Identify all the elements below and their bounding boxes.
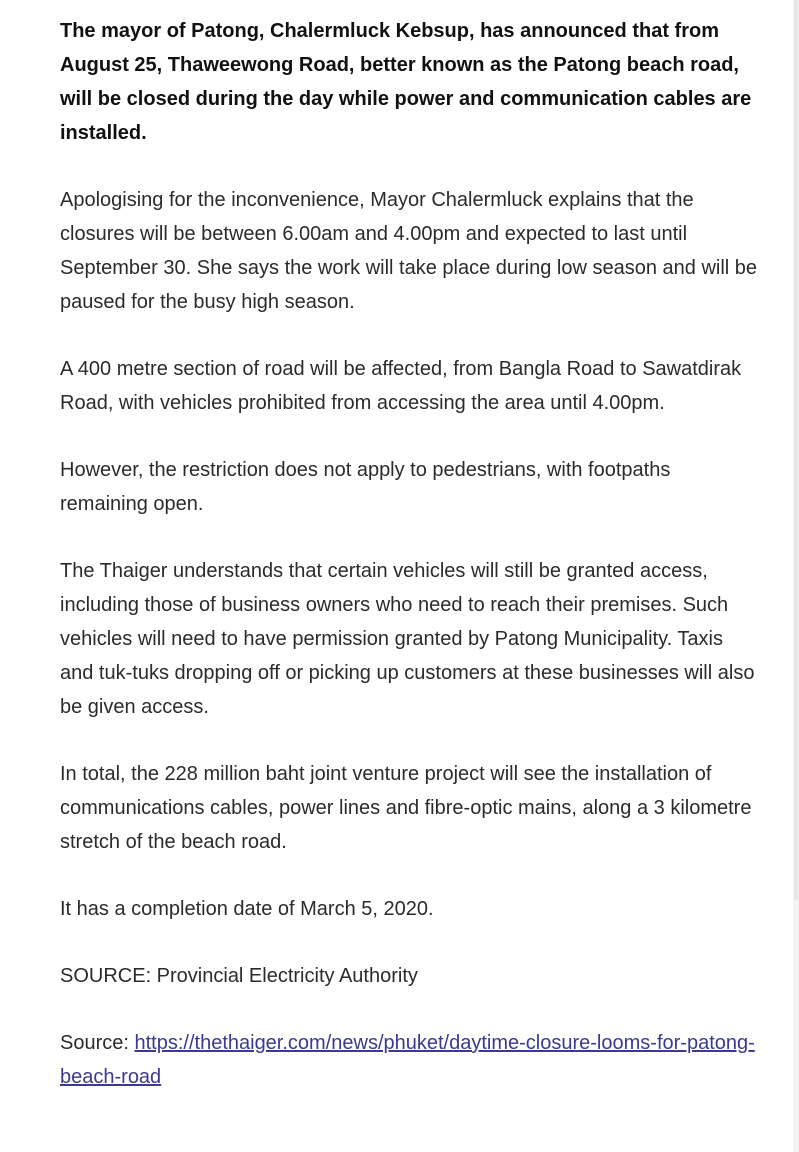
article-paragraph-completion-date: It has a completion date of March 5, 2020. [60, 898, 434, 920]
scrollbar-thumb[interactable] [794, 0, 798, 900]
article-paragraph-project-total: In total, the 228 million baht joint venture project will see the installation of communications cables, power lines and fibre-optic mains, along a 3 kilometre stretch of the beach road. [60, 763, 752, 853]
article-paragraph-vehicle-access: The Thaiger understands that certain vehicles will still be granted access, including those of business owners who need to reach their premises. Such vehicles will need to have permission granted by Patong Municipality. Taxis and tuk-tuks dropping off or picking up customers at these businesses will also be given access. [60, 560, 755, 718]
article-lead-paragraph: The mayor of Patong, Chalermluck Kebsup, has announced that from August 25, Thaweewong Road, better known as the Patong beach road, will be closed during the day while power and communication cables are installed. [60, 20, 752, 144]
article-paragraph-source-authority: SOURCE: Provincial Electricity Authority [60, 965, 418, 987]
article-source-line [60, 1026, 760, 1094]
article-paragraph-road-section: A 400 metre section of road will be affected, from Bangla Road to Sawatdirak Road, with vehicles prohibited from accessing the area until 4.00pm. [60, 358, 742, 414]
source-label: Source: [60, 1032, 135, 1054]
article-body [60, 14, 760, 1127]
article-paragraph-closure-hours: Apologising for the inconvenience, Mayor Chalermluck explains that the closures will be between 6.00am and 4.00pm and expected to last until September 30. She says the work will take place during low season and will be paused for the busy high season. [60, 189, 758, 313]
scrollbar-track[interactable] [793, 0, 799, 1152]
source-link[interactable]: https://thethaiger.com/news/phuket/daytime-closure-looms-for-patong-beach-road [60, 1032, 755, 1088]
article-paragraph-pedestrians: However, the restriction does not apply to pedestrians, with footpaths remaining open. [60, 459, 671, 515]
